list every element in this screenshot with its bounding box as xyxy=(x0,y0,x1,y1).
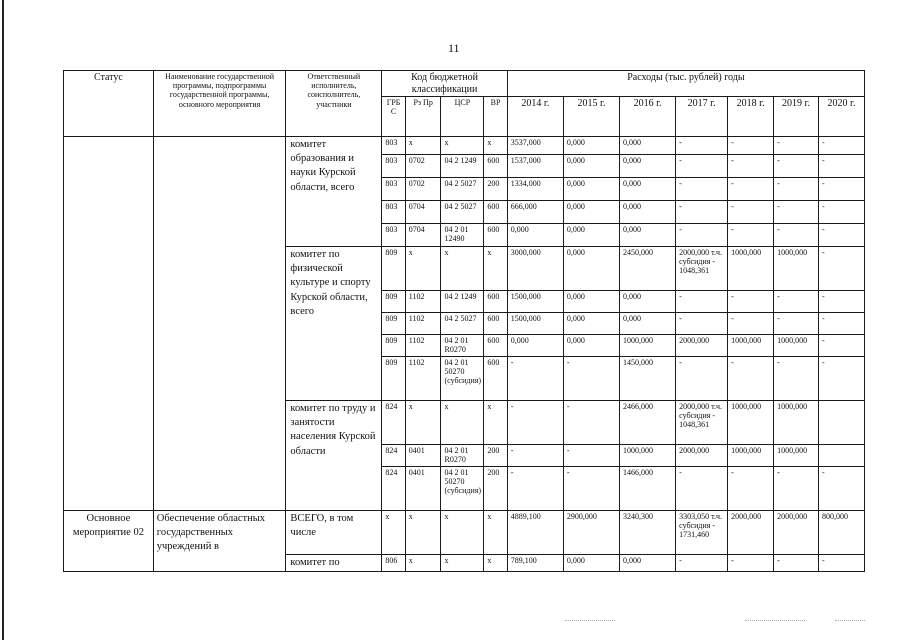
table-body xyxy=(64,137,865,572)
data-cell: - xyxy=(728,291,774,313)
header-rzpr: Рз Пр xyxy=(405,97,441,137)
data-cell: - xyxy=(676,155,728,178)
data-cell: - xyxy=(728,224,774,247)
data-cell: 0,000 xyxy=(620,291,676,313)
data-cell: 200 xyxy=(484,467,507,511)
data-cell: 789,100 xyxy=(507,555,563,572)
data-cell: - xyxy=(818,313,864,335)
data-cell: - xyxy=(728,313,774,335)
data-cell: - xyxy=(728,178,774,201)
header-grbs: ГРБ С xyxy=(382,97,405,137)
data-cell: x xyxy=(441,247,484,291)
data-cell: x xyxy=(441,555,484,572)
data-cell: - xyxy=(818,224,864,247)
data-cell: 3000,000 xyxy=(507,247,563,291)
header-csr: ЦСР xyxy=(441,97,484,137)
data-cell: 600 xyxy=(484,155,507,178)
data-cell: - xyxy=(563,445,619,467)
page-number: 11 xyxy=(448,41,460,55)
data-cell: - xyxy=(676,357,728,401)
data-cell: - xyxy=(774,224,819,247)
data-cell: x xyxy=(405,137,441,155)
data-cell: 2000,000 xyxy=(728,511,774,555)
data-cell: 0,000 xyxy=(620,201,676,224)
data-cell: 04 2 01 12490 xyxy=(441,224,484,247)
table-header xyxy=(64,71,865,137)
data-cell: - xyxy=(728,137,774,155)
program-name-cell xyxy=(153,137,286,511)
data-cell: - xyxy=(774,137,819,155)
data-cell: 04 2 5027 xyxy=(441,201,484,224)
data-cell: - xyxy=(818,335,864,357)
data-cell: 0,000 xyxy=(563,313,619,335)
data-cell: - xyxy=(676,313,728,335)
data-cell: 04 2 01 50270 (субсидия) xyxy=(441,467,484,511)
data-cell: x xyxy=(405,511,441,555)
data-cell: - xyxy=(676,178,728,201)
data-cell: 1450,000 xyxy=(620,357,676,401)
data-cell: 1000,000 xyxy=(728,401,774,445)
data-cell: 2000,000 xyxy=(676,445,728,467)
data-cell: x xyxy=(441,511,484,555)
data-cell: - xyxy=(507,467,563,511)
data-cell: 0,000 xyxy=(563,155,619,178)
data-cell: 1000,000 xyxy=(728,335,774,357)
data-cell: 1102 xyxy=(405,291,441,313)
data-cell: 0,000 xyxy=(620,137,676,155)
data-cell: - xyxy=(507,445,563,467)
header-year: 2014 г. xyxy=(507,97,563,137)
header-year: 2019 г. xyxy=(774,97,819,137)
data-cell: x xyxy=(441,401,484,445)
data-cell: 4889,100 xyxy=(507,511,563,555)
data-cell: 0401 xyxy=(405,445,441,467)
data-cell: 809 xyxy=(382,335,405,357)
data-cell: 200 xyxy=(484,445,507,467)
data-cell: 0702 xyxy=(405,178,441,201)
data-cell: 666,000 xyxy=(507,201,563,224)
budget-table xyxy=(63,70,865,572)
data-cell: 0702 xyxy=(405,155,441,178)
data-cell: 1537,000 xyxy=(507,155,563,178)
data-cell: - xyxy=(563,467,619,511)
data-cell: - xyxy=(818,357,864,401)
data-cell: 1102 xyxy=(405,357,441,401)
data-cell: - xyxy=(818,155,864,178)
data-cell: - xyxy=(728,357,774,401)
data-cell: - xyxy=(818,178,864,201)
data-cell: 600 xyxy=(484,335,507,357)
data-cell: - xyxy=(818,291,864,313)
data-cell: 803 xyxy=(382,224,405,247)
data-cell: 2000,000 т.ч. субсидия - 1048,361 xyxy=(676,247,728,291)
data-cell: x xyxy=(382,511,405,555)
data-cell: 803 xyxy=(382,137,405,155)
data-cell: 0,000 xyxy=(563,555,619,572)
table-row xyxy=(64,137,865,155)
data-cell: 803 xyxy=(382,178,405,201)
data-cell: 1334,000 xyxy=(507,178,563,201)
header-budget-code: Код бюджетной классификации xyxy=(382,71,507,97)
data-cell: - xyxy=(563,357,619,401)
data-cell: 0,000 xyxy=(563,335,619,357)
page-left-edge xyxy=(2,0,4,640)
data-cell: 0,000 xyxy=(563,291,619,313)
data-cell: - xyxy=(728,201,774,224)
data-cell: 0,000 xyxy=(563,201,619,224)
data-cell: 2000,000 xyxy=(676,335,728,357)
data-cell: 04 2 01 50270 (субсидия) xyxy=(441,357,484,401)
data-cell: x xyxy=(484,247,507,291)
data-cell: x xyxy=(484,137,507,155)
data-cell: 0,000 xyxy=(620,155,676,178)
data-cell: - xyxy=(676,467,728,511)
data-cell: 600 xyxy=(484,357,507,401)
executor-cell: комитет по физической культуре и спорту Курской области, всего xyxy=(286,247,382,401)
data-cell: 0704 xyxy=(405,201,441,224)
header-name: Наименование государственной программы, подпрограммы государственной программы, основного мероприятия xyxy=(153,71,286,137)
data-cell: 2900,000 xyxy=(563,511,619,555)
data-cell: 0,000 xyxy=(620,555,676,572)
data-cell: 2000,000 т.ч. субсидия - 1048,361 xyxy=(676,401,728,445)
data-cell: - xyxy=(774,155,819,178)
data-cell: 809 xyxy=(382,291,405,313)
data-cell: x xyxy=(405,401,441,445)
header-status: Статус xyxy=(64,71,154,137)
data-cell: 04 2 5027 xyxy=(441,313,484,335)
data-cell: 806 xyxy=(382,555,405,572)
data-cell: 0,000 xyxy=(563,224,619,247)
data-cell: - xyxy=(818,137,864,155)
data-cell: - xyxy=(676,291,728,313)
data-cell: x xyxy=(405,555,441,572)
data-cell: x xyxy=(405,247,441,291)
executor-cell: комитет образования и науки Курской области, всего xyxy=(286,137,382,247)
data-cell: 1000,000 xyxy=(774,401,819,445)
data-cell: 2466,000 xyxy=(620,401,676,445)
program-name-cell: Обеспечение областных государственных учреждений в xyxy=(153,511,286,572)
data-cell: 824 xyxy=(382,467,405,511)
data-cell: 0401 xyxy=(405,467,441,511)
data-cell: 0,000 xyxy=(620,224,676,247)
header-vr: ВР xyxy=(484,97,507,137)
data-cell: 2000,000 xyxy=(774,511,819,555)
data-cell: 0,000 xyxy=(507,335,563,357)
data-cell: - xyxy=(774,178,819,201)
data-cell: - xyxy=(563,401,619,445)
header-year: 2017 г. xyxy=(676,97,728,137)
data-cell: 809 xyxy=(382,357,405,401)
data-cell xyxy=(818,401,864,445)
data-cell: 04 2 1249 xyxy=(441,291,484,313)
data-cell: 04 2 01 R0270 xyxy=(441,335,484,357)
data-cell: - xyxy=(676,137,728,155)
data-cell: 1000,000 xyxy=(620,335,676,357)
data-cell: 1102 xyxy=(405,313,441,335)
data-cell: - xyxy=(774,201,819,224)
data-cell: 824 xyxy=(382,401,405,445)
data-cell: 0,000 xyxy=(507,224,563,247)
data-cell: 803 xyxy=(382,155,405,178)
data-cell: - xyxy=(507,357,563,401)
data-cell: 600 xyxy=(484,313,507,335)
data-cell: 2450,000 xyxy=(620,247,676,291)
data-cell: 04 2 1249 xyxy=(441,155,484,178)
data-cell: 0,000 xyxy=(620,178,676,201)
data-cell: 3537,000 xyxy=(507,137,563,155)
data-cell: 824 xyxy=(382,445,405,467)
data-cell: - xyxy=(507,401,563,445)
scan-artifact xyxy=(745,620,805,621)
data-cell: 600 xyxy=(484,201,507,224)
scan-artifact xyxy=(835,620,865,621)
data-cell: 0704 xyxy=(405,224,441,247)
data-cell: 200 xyxy=(484,178,507,201)
data-cell: 600 xyxy=(484,291,507,313)
data-cell: 1102 xyxy=(405,335,441,357)
data-cell: 0,000 xyxy=(620,313,676,335)
data-cell: x xyxy=(484,555,507,572)
data-cell: 600 xyxy=(484,224,507,247)
data-cell: 3240,300 xyxy=(620,511,676,555)
data-cell: 0,000 xyxy=(563,178,619,201)
data-cell: - xyxy=(728,555,774,572)
data-cell: - xyxy=(774,555,819,572)
data-cell: - xyxy=(676,201,728,224)
data-cell: 1500,000 xyxy=(507,313,563,335)
data-cell: 1000,000 xyxy=(728,445,774,467)
status-cell xyxy=(64,137,154,511)
data-cell: 0,000 xyxy=(563,137,619,155)
executor-cell: ВСЕГО, в том числе xyxy=(286,511,382,555)
header-expenses: Расходы (тыс. рублей) годы xyxy=(507,71,864,97)
data-cell: - xyxy=(818,467,864,511)
header-year: 2015 г. xyxy=(563,97,619,137)
data-cell: 04 2 5027 xyxy=(441,178,484,201)
executor-cell: комитет по xyxy=(286,555,382,572)
data-cell: - xyxy=(774,357,819,401)
data-cell: - xyxy=(774,467,819,511)
data-cell: 800,000 xyxy=(818,511,864,555)
data-cell: 803 xyxy=(382,201,405,224)
data-cell: 1500,000 xyxy=(507,291,563,313)
data-cell: x xyxy=(484,401,507,445)
data-cell: - xyxy=(774,291,819,313)
data-cell: - xyxy=(774,313,819,335)
header-year: 2016 г. xyxy=(620,97,676,137)
executor-cell: комитет по труду и занятости населения Курской области xyxy=(286,401,382,511)
data-cell: x xyxy=(441,137,484,155)
data-cell xyxy=(818,445,864,467)
data-cell: 1000,000 xyxy=(774,445,819,467)
header-year: 2020 г. xyxy=(818,97,864,137)
data-cell: - xyxy=(728,467,774,511)
data-cell: 809 xyxy=(382,247,405,291)
data-cell: 1000,000 xyxy=(728,247,774,291)
data-cell: 3303,050 т.ч. субсидия - 1731,460 xyxy=(676,511,728,555)
data-cell: 0,000 xyxy=(563,247,619,291)
data-cell: 1000,000 xyxy=(774,247,819,291)
data-cell: - xyxy=(818,247,864,291)
data-cell: - xyxy=(728,155,774,178)
data-cell: 1000,000 xyxy=(620,445,676,467)
scan-artifact xyxy=(565,620,615,621)
header-executor: Ответственный исполнитель, соисполнитель, участники xyxy=(286,71,382,137)
data-cell: - xyxy=(818,201,864,224)
data-cell: 809 xyxy=(382,313,405,335)
table-row xyxy=(64,511,865,555)
data-cell: - xyxy=(676,555,728,572)
header-year: 2018 г. xyxy=(728,97,774,137)
data-cell: 1000,000 xyxy=(774,335,819,357)
data-cell: - xyxy=(676,224,728,247)
status-cell: Основное мероприятие 02 xyxy=(64,511,154,572)
data-cell: - xyxy=(818,555,864,572)
data-cell: 1466,000 xyxy=(620,467,676,511)
data-cell: x xyxy=(484,511,507,555)
data-cell: 04 2 01 R0270 xyxy=(441,445,484,467)
